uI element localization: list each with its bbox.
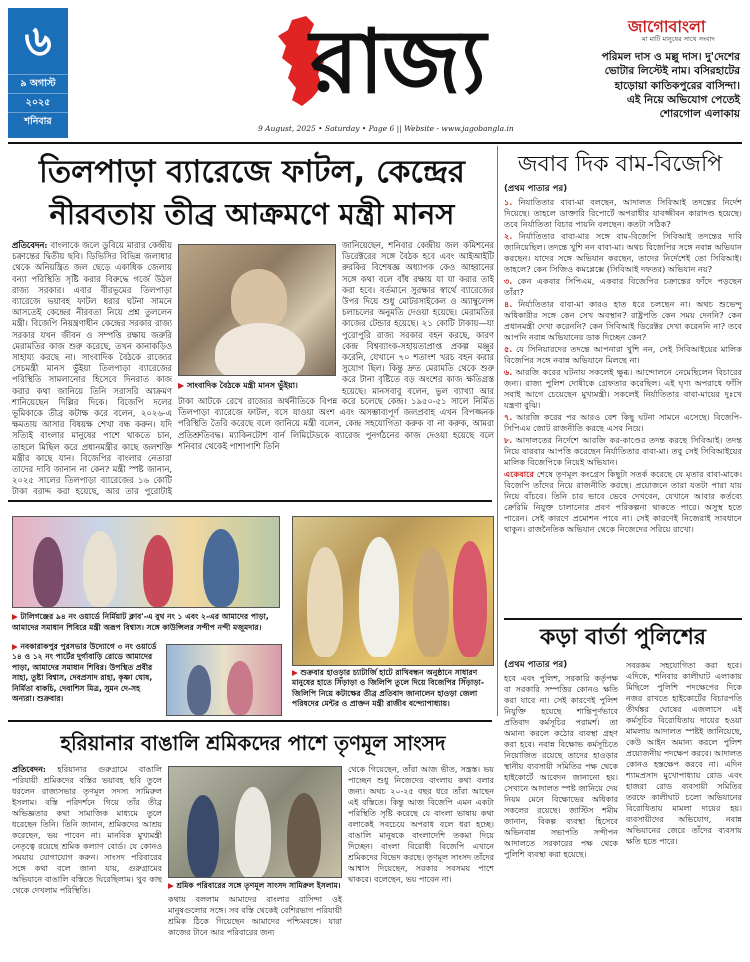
lead-photo-caption: ▶ সাংবাদিক বৈঠকে মন্ত্রী মানস ভুঁইয়া।	[178, 381, 298, 390]
haryana-photo-caption: ▶ শ্রমিক পরিবারের সঙ্গে তৃণমূল সাংসদ সামিরুল ইসলাম।	[168, 881, 341, 890]
masthead-rule	[8, 142, 742, 144]
mid-rule-left	[8, 500, 492, 502]
police-headline: কড়া বার্তা পুলিশের	[540, 625, 706, 650]
page-number: ৬	[24, 16, 52, 65]
jagobangla-logo: জাগোবাংলা	[628, 17, 706, 36]
weekday-text: শনিবার	[8, 112, 68, 131]
lead-headline-line1: তিলপাড়া ব্যারেজে ফাটল, কেন্দ্রের	[39, 154, 465, 190]
lead-under-photo-text: টাকা আটকে রেখে রাজ্যের অর্থনীতিকে বিপন্ন করে চলেছে কেন্দ্র। ১৯৫০-৫১ সালে নির্মিত তিলপাড়া ব্যারেজে ফাটল, বসে যাওয়া অংশ এবং অসম্ভাব্যপূর্ণ জলপ্রবাহ এখন বিপজ্জনক পরিস্থিতি তৈরি করেছে বলে জানিয়ে মন্ত্রী বলেন, কেন্দ্র সহযোগিতা করুক বা না করুক, আমরা প্রতিশ্রুতিবদ্ধ। ম্যাকিনটোশ বার্ন লিমিটেডকে ব্যারেজ পুনর্গঠনের কাজ দেওয়া হয়েছে বলে শনিবার থেকেই পাশাপাশি তিনি	[178, 396, 494, 451]
lead-headline-line2: নীরবতায় তীব্র আক্রমণে মন্ত্রী মানস	[49, 197, 455, 231]
lead-col1-text: বাংলাকে জলে ডুবিয়ে মারার কেন্দ্রীয় চক্রান্তের দ্বিতীয় ছবি। ডিভিসির বিভিন্ন জলাধার থেকে অনিয়ন্ত্রিত জল ছেড়ে একাধিক জেলায় বন্যা পরিস্থিতি সৃষ্টি করার বিরুদ্ধে গর্জে উঠল রাজ্য সরকার। এবার বীরভূমের তিলপাড়া ব্যারেজে ভয়াবহ ফাটল ধরার ঘটনা সামনে আসতেই কেন্দ্রের নীরবতা নিয়ে প্রশ্ন তুললেন মন্ত্রী। বিজেপি নিয়ন্ত্রণাধীন কেন্দ্রের সরকার রাজ্য সরকার যখন জীবন ও সম্পত্তি রক্ষায় জরুরি মেরামতির কাজ শুরু করেছে, তখন কানাকড়িও সাহায্য করছে না। সাংবাদিক বৈঠকে রাজ্যের সেচমন্ত্রী মানস ভুঁইয়া তিলপাড়া ব্যারেজের পরিস্থিতি সামলানোর হিসেবে দিনরাত কাজ করার কথা জানিয়ে তিনি সরাসরি আক্রমণ শানিয়েছেন দিল্লির দিকে। বিজেপি দলের ভূমিকাকে তীব্র কটাক্ষ করে বলেন, ২০২৬-এ ক্ষমতায় আসার বিষয়ক্ষ শেখা বন্ধ করুন। যদি সত্যিই বাংলার মানুষের পাশে থাকতে চান, তাহলে মিছিল করে প্রধানমন্ত্রীর কাছে জলশক্তি মন্ত্রীর কাছে যান। বিজেপির বাংলার নেতারা তাদের দাবি জানান না কেন? মন্ত্রী স্পষ্ট জানান, ২০২৫ সালের তিলপাড়া ব্যারেজের ১৬ কোটি টাকা বরাদ্দ করা হয়েছে, আর তার পুরোটাই	[12, 240, 172, 497]
haryana-headline: হরিয়ানার বাঙালি শ্রমিকদের পাশে তৃণমূল সাংসদ	[60, 731, 446, 755]
year-text: ২০২৫	[8, 93, 68, 112]
brand-title: রাজ্য	[310, 9, 485, 113]
police-col2: সবরকম সহযোগিতা করা হবে। এদিকে, শনিবার কালীঘাট এলাকায় মিছিলে পুলিশি পদক্ষেপের দিকে নজর রাখতে হাইকোর্টের বিচারপতি তীর্থঙ্কর ঘোষের এজলাসে এই কর্মসূচির বিরোধিতায় দায়ের হওয়া মামলায় আদালত স্পষ্টই জানিয়েছে, কেউ আইন অমান্য করলে পুলিশ প্রয়োজনীয় পদক্ষেপ করবে। আদালত কোনও হস্তক্ষেপ করবে না। এদিন শ্যামপ্রসাদ মুখোপাধ্যায় রোড এবং হাজরা রোড ব্যবসায়ী সমিতির তরফে কালীঘাট চলো অভিযানের বিরোধিতায় মামলা দায়ের হয়। ব্যবসায়ীদের অভিযোগ, নবান্ন অভিযানের জেরে তাঁদের ব্যবসায় ক্ষতি হতে পারে।	[626, 661, 742, 846]
police-col1: (প্রথম পাতার পর) হবে এবং পুলিশ, সরকারি কর্তৃপক্ষ বা সরকারি সম্পত্তির কোনও ক্ষতি করা যাবে না। সেই কারণেই পুলিশ নিযুক্তি হয়েছে শান্তিপূর্ণভাবে প্রতিবাদ কর্মসূচির পরামর্শ। তা অমান্য করলে কঠোর ব্যবস্থা গ্রহণ করা হবে। নবান্ন বিক্ষোভ কর্মসূচিতে নিয়োজিত রয়েছে তাদের হাওড়ার স্থানীয় ব্যবসায়ী সমিতির পক্ষ থেকে হাইকোর্টে আবেদন জানানো হয়। সেখানে আদালত স্পষ্ট জানিয়ে দেয় নিয়ম মেনে বিক্ষোভের অধিকার সকলের রয়েছে। জাস্টিস শমীম জানান, বিকল্প ব্যবস্থা হিসেবে অভিনবান্ন সভাপতি সন্দীপন আদালতে সরকারের পক্ষ থেকে পুলিশি ব্যবস্থা করা হয়েছে।	[504, 660, 618, 859]
police-rule	[504, 618, 742, 620]
camp-photo	[12, 516, 280, 608]
lead-dateline: প্রতিবেদন:	[12, 240, 48, 250]
haryana-rule	[8, 720, 492, 722]
lead-under-photo	[178, 396, 494, 498]
haryana-col1: প্রতিবেদন: হরিয়ানার গুরুগ্রামে বাঙালি পরিযায়ী শ্রমিকদের বস্তির ভয়াবহ ছবি তুলে ধরলেন রাজ্যসভার তৃণমূল সদস্য সামিরুল ইসলাম। বস্তি পরিদর্শনে গিয়ে তাঁর তীব্র অভিজ্ঞতার কথা সামাজিক মাধ্যমে তুলে ধরেছেন তিনি। তিনি জানান, শ্রমিকদের আশ্রয় করেছেন, ভয় পাবেন না। মানবিক মুখ্যমন্ত্রী নেতৃত্বে রয়েছে শ্রমিক কল্যাণ বোর্ড। যে কোনও সময়ায় যোগাযোগ করুন। সাংসদ পরিবারের সঙ্গে কথা বলে জানা যায়, গুরুগ্রামের অভিযানে বাঙালি বস্তিতে ঘিরেছিলাম। খুব কাছ থেকে দেখলাম পরিস্থিতি।	[12, 764, 162, 895]
lead-col1	[12, 240, 172, 498]
haryana-col3: থেকে গিয়েছেন, তাঁরা আজ ভীত, সন্ত্রস্ত। ভয় পাচ্ছেন শুধু নিজেদের বাংলায় কথা বলার জন্য। অথচ ২০-২৫ বছর ধরে তাঁরা আছেন এই বস্তিতে। কিন্তু আজ বিজেপি এমন একটা পরিস্থিতি সৃষ্টি করেছে যে বাংলা ভাষায় কথা বলাকেই সবচেয়ে অপরাধ বলে ধরা হচ্ছে। বাঙালি মানুষকে বাংলাদেশি তকমা দিয়ে দিচ্ছেন। বাংলা বিরোধী বিজেপি এখানে শ্রমিকদের বিভেদ করছে। তৃণমূল সাংসদ তাঁদের আশ্বাস দিয়েছেন, সরকার সবসময় পাশে থাকবে। বলেছেন, ভয় পাবেন না।	[348, 765, 494, 884]
nabadwip-photo	[166, 644, 282, 716]
teaser-text: পরিমল দাস ও মল্লু দাস। দু'দেশের ভোটার লিস্টেই নাম। বসিরহাটের হাড়োয়া কাতিকপুরের বাসিন্দা। এই নিয়ে অভিযোগ পেতেই শোরগোল এলাকায়	[601, 51, 740, 121]
right-headline: জবাব দিক বাম-বিজেপি	[517, 152, 723, 177]
lead-photo	[178, 244, 336, 376]
rakhi-photo	[292, 516, 494, 666]
lead-col2-text: জানিয়েছেন, শনিবার কেন্দ্রীয় জল কমিশনের ডিরেক্টরের সঙ্গে বৈঠক হবে এবং আইআইটি রুরকির বিশেষজ্ঞ অধ্যাপক কেও আহ্বানের সঙ্গে কথা বলে বাঁধ রক্ষায় যা যা করার তাই করা হবে। বর্তমানে সুরক্ষার স্বার্থে ব্যারেজের উপর দিয়ে শুধু মোটরসাইকেল ও অ্যাম্বুলেন্স চলাচলের অনুমতি দেওয়া হয়েছে। মেরামতির কাজের টেন্ডার হয়েছে। ২১ কোটি টাকায়—যা পুরোপুরি রাজ্য সরকার বহন করছে, কারণ কেন্দ্র বিশ্বব্যাংক-সহায়তাপ্রাপ্ত প্রকল্প মঞ্জুর করেনি, যেখানে ৭০ শতাংশ খরচ বহন করার সুযোগ ছিল। কিন্তু দ্রুত মেরামতি থেকে শুরু করে টানা বৃষ্টিতে বড় অংশের কাজ ক্ষতিগ্রস্ত হয়েছে। মানসবাবু বলেন, ভুল ব্যাখ্যা আর	[342, 240, 494, 396]
rakhi-photo-caption: ▶ শুক্রবার হাওড়ার চ্যাটার্জি হাটে রাখিবন্ধন অনুষ্ঠানে সাধারণ মানুষের হাতে সিঁড়াড়া ও জিলিপি তুলে দিয়ে বিজেপির সিঁড়াড়া-জিলিপি নিয়ে কটাক্ষের তীব্র প্রতিবাদ জানালেন হাওড়া জেলা পরিষদের মেন্টর ও প্রাক্তন মন্ত্রী রাজীব বন্দ্যোপাধ্যায়।	[292, 668, 485, 709]
right-story-body: (প্রথম পাতার পর) ১. নিযাতিতার বাবা-মা বলছেন, আদালত সিবিআই তদন্তের নির্দেশ দিয়েছে। তাহলে ডাক্তারি রিপোর্টে অপরাধীর যাবজ্জীবন কারাদণ্ড হয়েছে। তবে নির্যাতিতা বিচার পায়নি বলছেন। কতটা সঠিক? ২. নির্যাতিতার বাবা-মার সঙ্গে বাম-বিজেপি সিবিআই তদন্তের দাবি জানিয়েছিল। তদন্তে খুশি নন বাবা-মা। অথচ বিজেপির সঙ্গে নবান্ন অভিযান করছেন। যাদের সঙ্গে অভিযান করছেন, তাদের নির্দেশেই তো সিবিআই। তাহলে? কেন সিজিও কমপ্লেক্সে (সিবিআই দফতর) অভিযান নয়? ৩. কেন একবার সিপিএম, একবার বিজেপির চক্রান্তের ফাঁদে পড়ছেন তাঁরা? ৪. নির্যাতিতার বাবা-মা কারও হাত ধরে চলছেন না। অথচ শুভেন্দু অধিকারীর সঙ্গে কেন সেখ অবস্থান? রাষ্ট্রপতি কেন সময় দেননি? কেন প্রধানমন্ত্রী দেখা করেননি? কেন সিবিআই ডিরেক্টর দেখা করেননি না? তবে আপনি নবান্ন অভিযানের ডাক দিচ্ছেন কেন? ৫. যে সিনিয়ারদের তদন্তে আপনারা খুশি নন, সেই সিবিআইয়ের মালিক বিজেপির সঙ্গে নবান্ন অভিযানে মিলছে না। ৬. আরজি করের ঘটনায় সকলেই ক্ষুব্ধ। আন্দোলনে নেমেছিলেন বিচারের জন্য। রাজ্য পুলিশ দোষীকে গ্রেফতার করেছিল। এই ঘৃণ্য অপরাধে ফাঁসি সবাই আগে চেয়েছেন মুখ্যমন্ত্রী। সকলেই নির্যাতিতার বাবা-মায়ের দুঃখে যন্ত্রণা বুঝি। ৭. আরজি করের পর আরও বেশ কিছু ঘটনা সামনে এসেছে। বিজেপি-সিপিএম জোট রাজনীতি করছে এসব নিয়ে। ৮. আদালতের নির্দেশে আরজি কর-কাণ্ডের তদন্ত করছে সিবিআই। তদন্ত নিয়ে বারবার আপত্তি করেছেন নির্যাতিতার বাবা-মা। তবু সেই সিবিআইয়ের মালিক বিজেপিকে নিয়েই অভিযান। একেবারে শেষে তৃণমূল কংগ্রেস কিছুটা সতর্ক করেছে যে মৃতার বাবা-মাকে। বিজেপি তাঁদের নিয়ে রাজনীতি করছে। প্রয়োজনে তারা যতটা পারা যায় নিয়ে বাঁচবে। তিনি চার ভাবে ভেবে দেখবেন, যেখানে আবার কর্তব্যে ক্রেরিমি নিযুক্ত চালানোর প্রবণ পরিকল্পনা থাকতে পারে। অসুস্থ হতে পারেন। সেই কারণে প্রমোশন পাবে না। সেই কারণেই নিজেরাই সাবধানে থাকুন। রাজনৈতিক অভিযান থেকে নিজেদের সরিয়ে রাখো।	[504, 184, 742, 534]
jagobangla-tagline: মা মাটি মানুষের সাথে সংবাদ	[642, 35, 715, 43]
camp-photo-caption: ▶ টালিগঞ্জের ৯৪ নং ওয়ার্ডে নির্মিয়াট ক্লাব'-এ বুথ নং ১ এবং ২-এর আমাদের পাড়া, আমাদের সমাধান শিবিরে মন্ত্রী অরূপ বিশ্বাস। সঙ্গে কাউন্সিলর সন্দীপ নন্দী মজুমদার।	[12, 612, 269, 632]
date-text: ৯ অগাস্ট	[8, 74, 68, 93]
right-cont: (প্রথম পাতার পর)	[504, 184, 568, 194]
nabadwip-caption: ▶ নবকারাকপুর পুরসভার উদ্যোগে ৩ নং ওয়ার্ডে ১৪ ও ১২ নং পার্টের দুর্গাবাড়ি রোডে আমাদের পাড়া, আমাদের সমাধান শিবির। উপস্থিত প্রবীর সাহা, তুষ্টা বিশ্বাস, দেবপ্রসাদ রাহা, কৃষ্ণা ঘোষ, নির্মিতা বাকচি, দেবাশিস মিত্র, সুমন দে-সহ অন্যরা। শুক্রবার।	[12, 642, 157, 704]
date-box	[8, 8, 68, 138]
haryana-photo	[168, 766, 342, 878]
masthead-strip: 9 August, 2025 • Saturday • Page 6 || Website - www.jagobangla.in	[258, 124, 514, 133]
column-divider	[497, 146, 498, 716]
haryana-under-photo: কথায় বললাম আমাদের বাংলার বাসিন্দা ওই মানুষগুলোর সঙ্গে। সব বস্তি থেকেই বেশিরভাগ পরিযায়ী শ্রমিক ঠিকে গিয়েছেন আমাদের পশ্চিমবঙ্গে। যারা কাজের টানে আর পরিবারের জন্য	[168, 895, 342, 937]
lead-col2	[342, 240, 494, 396]
